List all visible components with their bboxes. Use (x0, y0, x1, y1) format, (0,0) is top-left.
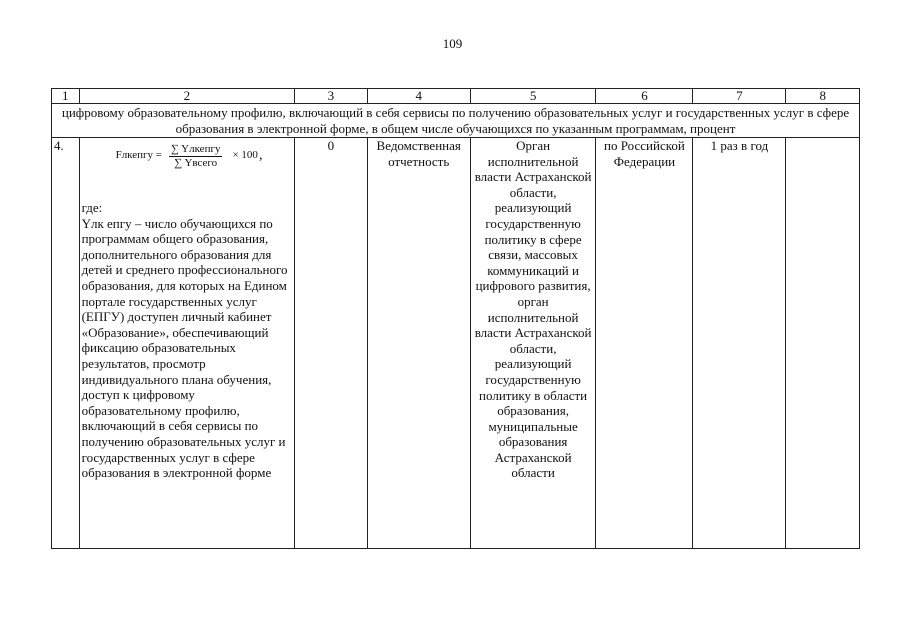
periodicity-cell: 1 раз в год (693, 138, 786, 549)
base-value-cell: 0 (295, 138, 368, 549)
column-number-row (52, 89, 860, 104)
column-number: 2 (79, 89, 295, 104)
column-number: 3 (295, 89, 368, 104)
formula-trail: , (258, 148, 263, 164)
page-number: 109 (442, 36, 463, 51)
data-source-cell: Ведомственная отчетность (367, 138, 470, 549)
territory-level-cell: по Российской Федерации (596, 138, 693, 549)
calculation-text: где: Yлк епгу – число обучающихся по программам общего образования, дополнительного образования для детей и среднего профессионального образования, для которых на Едином портале государственных услуг (ЕПГУ) доступен личный кабинет «Образование», обеспечивающий фиксацию образовательных результатов, просмотр индивидуального плана обучения, доступ к цифровому образовательному профилю, включающий в себя сервисы по получению образовательных услуг и государственных услуг в сфере образования в электронной форме (81, 200, 288, 481)
row-number: 4. (52, 138, 80, 549)
column-number: 6 (596, 89, 693, 104)
formula-numerator: ∑ Yлкепгу (171, 142, 221, 155)
formula-lhs: Fлкепгу = (115, 149, 162, 162)
table-row (52, 138, 860, 549)
formula-multiplier: × 100 (232, 149, 258, 162)
formula (116, 138, 293, 174)
column-number: 4 (367, 89, 470, 104)
indicator-table (51, 88, 860, 549)
column-number: 1 (52, 89, 80, 104)
section-heading-row (52, 104, 860, 138)
column-number: 8 (786, 89, 860, 104)
responsible-body-cell: Орган исполнительной власти Астраханской области, реализующий государственную политику в сфере связи, массовых коммуникаций и цифрового развития, орган исполнительной власти Астраханской области, реализующий государственную политику в области образования, муниципальные образования Астраханской области (470, 138, 596, 549)
column-8-cell (786, 138, 860, 549)
section-heading: цифровому образовательному профилю, включающий в себя сервисы по получению образовательных услуг и государственных услуг в сфере образования в электронной форме, в общем числе обучающихся по указанным программам, процент (52, 104, 860, 138)
formula-denominator: ∑ Yвсего (174, 156, 218, 169)
column-number: 5 (470, 89, 596, 104)
formula-fraction (169, 143, 222, 170)
calculation-method-cell (79, 138, 295, 549)
column-number: 7 (693, 89, 786, 104)
